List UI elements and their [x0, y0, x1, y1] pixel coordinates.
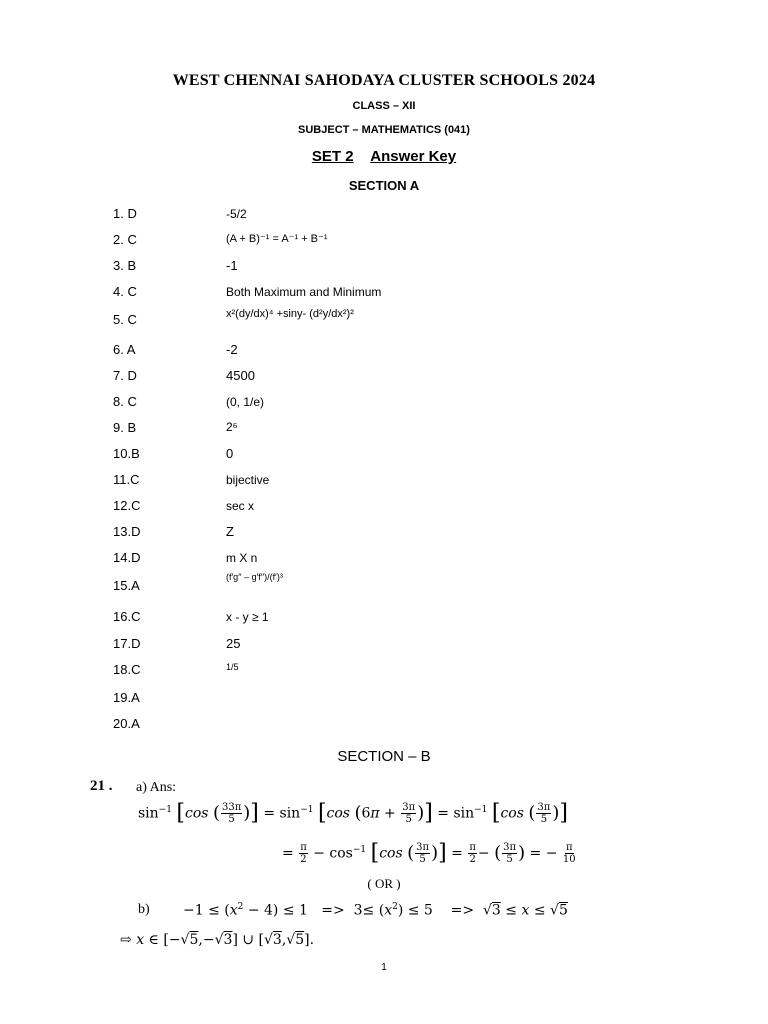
answer-number: 4. C: [113, 284, 137, 299]
answer-value: (f′g′′ – g′f′′)/(f′)³: [226, 572, 283, 582]
or-separator: ( OR ): [367, 876, 401, 891]
answer-value: x - y ≥ 1: [226, 610, 269, 624]
section-a-heading: SECTION A: [348, 178, 420, 193]
answer-number: 6. A: [113, 342, 136, 357]
part-a-label: a) Ans:: [136, 780, 177, 795]
answer-number: 7. D: [113, 368, 137, 383]
answer-number: 8. C: [113, 394, 137, 409]
answer-number: 17.D: [113, 636, 141, 651]
question-number: 21 .: [90, 778, 113, 794]
equation-line-2: = $\frac{\pi}{2}$ − $\cos^{-1} [\cos$ ( $\frac{3\pi}{5}$ )] = $\frac{\pi}{2}$ − ( $\frac{3\pi}{5}$ ) = − $\frac{\pi}{10}$: [282, 840, 576, 866]
answer-value: -2: [226, 342, 238, 357]
class-label: CLASS – XII: [352, 100, 416, 112]
set-answer-key-heading: [0, 148, 768, 165]
section-b-heading: SECTION – B: [337, 748, 431, 765]
answer-value: -1: [226, 258, 238, 273]
subject-label: SUBJECT – MATHEMATICS (041): [298, 124, 470, 136]
answer-value: Both Maximum and Minimum: [226, 285, 382, 299]
answer-value: 25: [226, 636, 241, 651]
answer-number: 15.A: [113, 578, 140, 593]
answer-number: 5. C: [113, 312, 137, 327]
equation-line-1: $\sin^{-1} [\cos$ ( $\frac{33\pi}{5}$ )] = $\sin^{-1} [\cos$ (6π + $\frac{3\pi}{5}$ )] = $\sin^{-1} [\cos$ ( $\frac{3\pi}{5}$ )]: [138, 800, 568, 826]
set-label: SET 2: [311, 148, 354, 165]
answer-value: 1/5: [226, 662, 239, 672]
answer-number: 3. B: [113, 258, 137, 273]
answer-number: 10.B: [113, 446, 140, 461]
answer-value: Z: [226, 524, 234, 539]
answer-value: 0: [226, 446, 234, 461]
answer-value: (A + B)⁻¹ = A⁻¹ + B⁻¹: [226, 233, 328, 245]
answer-number: 18.C: [113, 662, 141, 677]
answer-number: 11.C: [113, 472, 140, 487]
answer-number: 16.C: [113, 609, 141, 624]
answer-value: 4500: [226, 368, 255, 383]
answer-value: sec x: [226, 499, 255, 513]
document-title: WEST CHENNAI SAHODAYA CLUSTER SCHOOLS 2024: [172, 72, 596, 89]
answer-number: 13.D: [113, 524, 141, 539]
answer-value: m X n: [226, 551, 258, 565]
answer-number: 20.A: [113, 716, 140, 731]
answer-number: 19.A: [113, 690, 140, 705]
answer-value: 2⁶: [226, 420, 238, 434]
answer-value: x²(dy/dx)⁴ +siny- (d²y/dx²)²: [226, 308, 354, 320]
answer-value: (0, 1/e): [226, 395, 265, 409]
equation-line-4: ⇨ x ∈ [−√5,−√3] ∪ [√3,√5].: [120, 932, 315, 948]
answer-value: -5/2: [226, 207, 247, 221]
answer-number: 14.D: [113, 550, 141, 565]
page-number: 1: [381, 962, 387, 973]
answer-number: 9. B: [113, 420, 137, 435]
answer-number: 1. D: [113, 206, 137, 221]
answer-number: 12.C: [113, 498, 141, 513]
answer-number: 2. C: [113, 232, 137, 247]
equation-line-3: $-1 \le (x^2 - 4) \le 1 => 3\le (x^2) \le 5$ => √3 ≤ x ≤ √5: [183, 902, 568, 919]
answer-key-label: Answer Key: [370, 148, 457, 165]
part-b-label: b): [138, 902, 150, 917]
answer-value: bijective: [226, 473, 270, 487]
